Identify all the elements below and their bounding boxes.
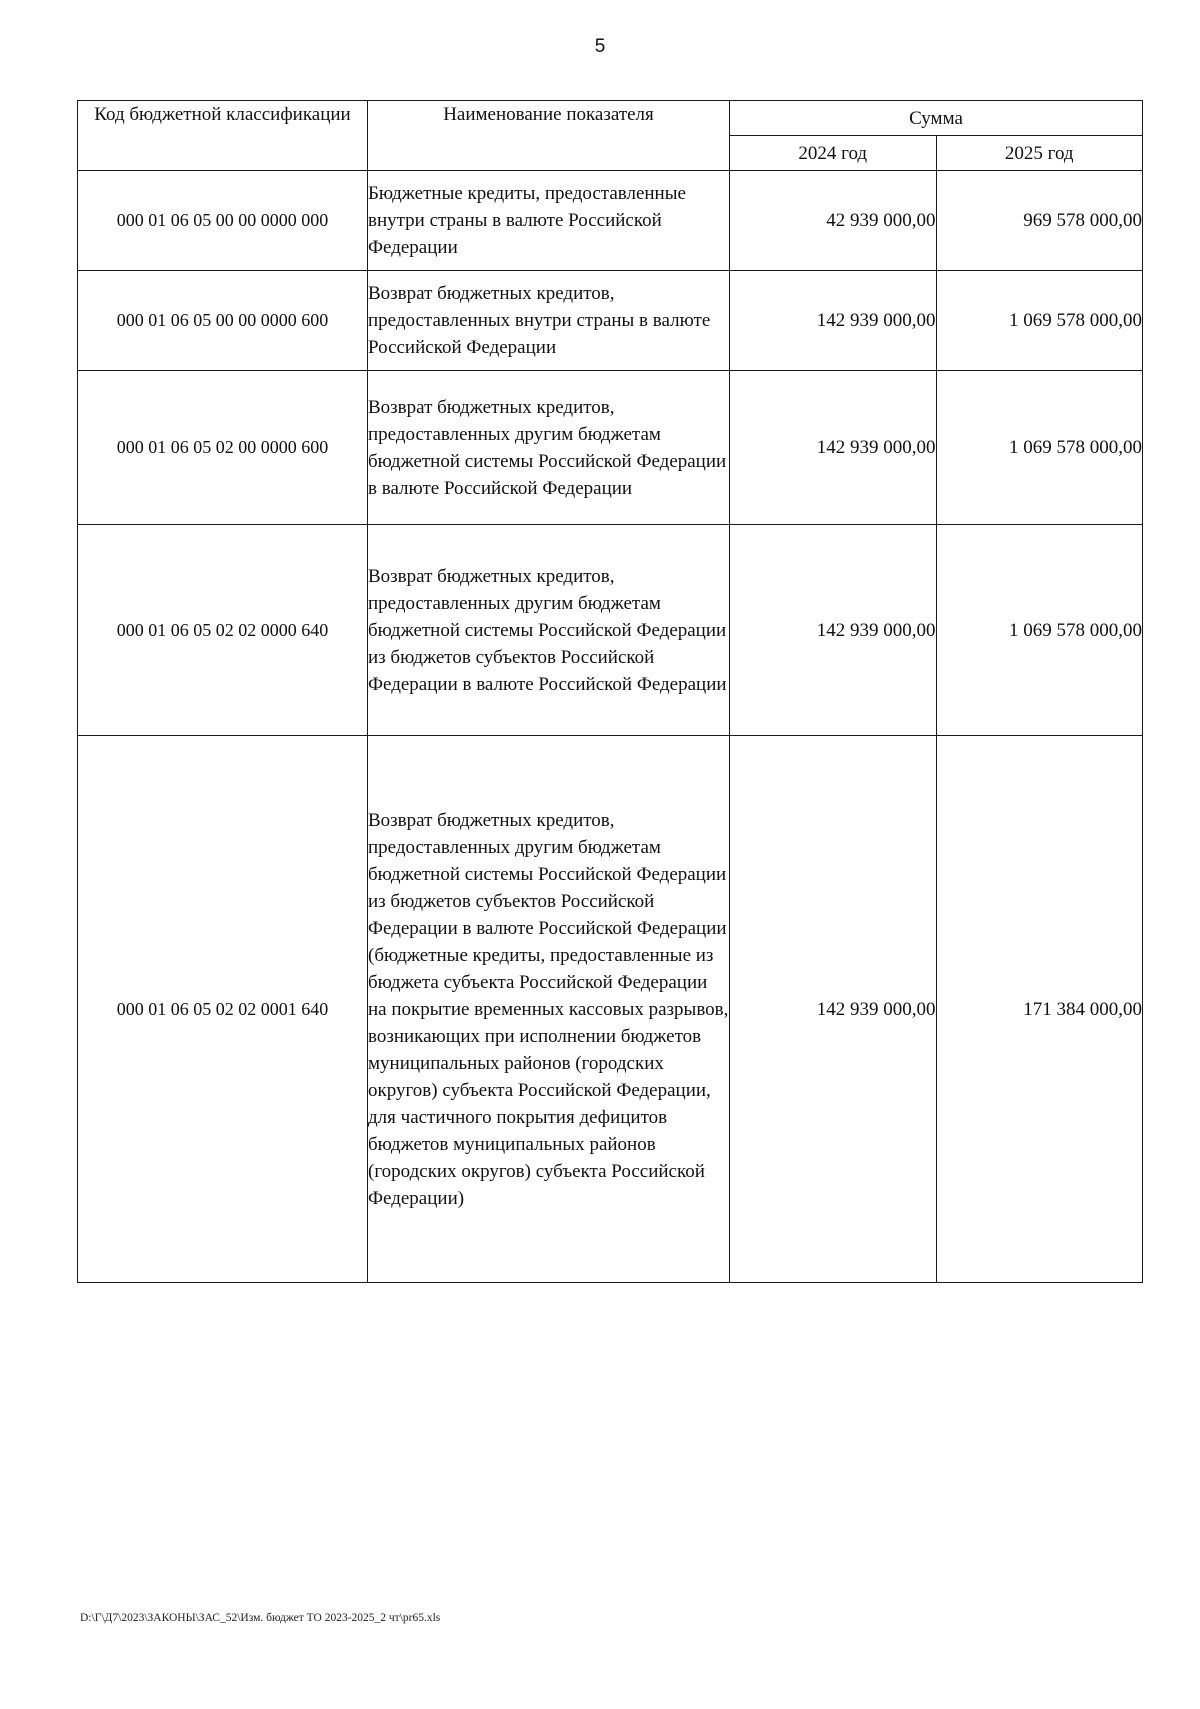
row-code: 000 01 06 05 02 02 0001 640 bbox=[78, 736, 368, 1283]
column-header-code: Код бюджетной классификации bbox=[78, 101, 368, 171]
row-code: 000 01 06 05 00 00 0000 600 bbox=[78, 271, 368, 371]
budget-table bbox=[77, 100, 1143, 1283]
row-amount-2025: 1 069 578 000,00 bbox=[936, 525, 1143, 736]
row-name: Возврат бюджетных кредитов, предоставленных другим бюджетам бюджетной системы Российской Федерации из бюджетов субъектов Российской Федерации в валюте Российской Федерации (бюджетные кредиты, предоставленные из бюджета субъекта Российской Федерации на покрытие временных кассовых разрывов, возникающих при исполнении бюджетов муниципальных районов (городских округов) субъекта Российской Федерации, для частичного покрытия дефицитов бюджетов муниципальных районов (городских округов) субъекта Российской Федерации) bbox=[368, 736, 730, 1283]
table-header-row bbox=[78, 101, 1143, 136]
table-row bbox=[78, 736, 1143, 1283]
row-amount-2024: 142 939 000,00 bbox=[730, 736, 937, 1283]
row-name: Возврат бюджетных кредитов, предоставленных внутри страны в валюте Российской Федерации bbox=[368, 271, 730, 371]
file-path-footer: D:\Г\Д7\2023\ЗАКОНЫ\ЗАС_52\Изм. бюджет ТО 2023-2025_2 чт\pr65.xls bbox=[80, 1612, 441, 1624]
table-row bbox=[78, 271, 1143, 371]
row-amount-2025: 1 069 578 000,00 bbox=[936, 271, 1143, 371]
row-amount-2024: 142 939 000,00 bbox=[730, 525, 937, 736]
table-row bbox=[78, 525, 1143, 736]
row-name: Бюджетные кредиты, предоставленные внутри страны в валюте Российской Федерации bbox=[368, 171, 730, 271]
row-amount-2025: 171 384 000,00 bbox=[936, 736, 1143, 1283]
table-row bbox=[78, 371, 1143, 525]
table-row bbox=[78, 171, 1143, 271]
row-amount-2024: 42 939 000,00 bbox=[730, 171, 937, 271]
row-code: 000 01 06 05 00 00 0000 000 bbox=[78, 171, 368, 271]
column-header-sum: Сумма bbox=[730, 101, 1143, 136]
row-amount-2024: 142 939 000,00 bbox=[730, 371, 937, 525]
row-amount-2025: 1 069 578 000,00 bbox=[936, 371, 1143, 525]
column-header-2024: 2024 год bbox=[730, 136, 937, 171]
column-header-name: Наименование показателя bbox=[368, 101, 730, 171]
row-code: 000 01 06 05 02 00 0000 600 bbox=[78, 371, 368, 525]
row-amount-2024: 142 939 000,00 bbox=[730, 271, 937, 371]
row-name: Возврат бюджетных кредитов, предоставленных другим бюджетам бюджетной системы Российской Федерации из бюджетов субъектов Российской Федерации в валюте Российской Федерации bbox=[368, 525, 730, 736]
column-header-2025: 2025 год bbox=[936, 136, 1143, 171]
row-amount-2025: 969 578 000,00 bbox=[936, 171, 1143, 271]
row-name: Возврат бюджетных кредитов, предоставленных другим бюджетам бюджетной системы Российской Федерации в валюте Российской Федерации bbox=[368, 371, 730, 525]
row-code: 000 01 06 05 02 02 0000 640 bbox=[78, 525, 368, 736]
page-number: 5 bbox=[594, 36, 606, 57]
